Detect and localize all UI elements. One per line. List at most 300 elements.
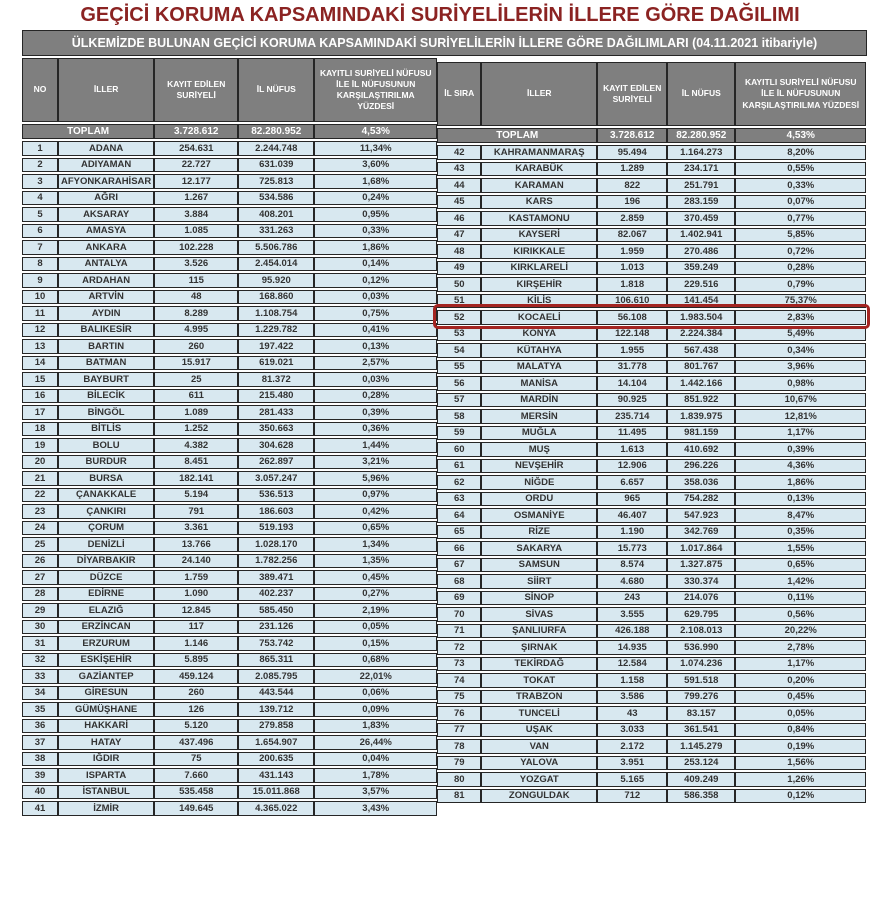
table-row (437, 706, 866, 721)
row-no: 20 (22, 455, 58, 470)
registered-syrians: 426.188 (597, 624, 667, 639)
table-row (22, 306, 437, 321)
row-no: 77 (437, 723, 481, 738)
province-name: BATMAN (58, 356, 154, 371)
col-header-registered: KAYIT EDİLEN SURİYELİ (154, 58, 238, 122)
tables-area (22, 56, 867, 818)
percent-value: 5,96% (314, 471, 437, 486)
row-no: 10 (22, 290, 58, 305)
percent-value: 0,42% (314, 504, 437, 519)
row-no: 39 (22, 768, 58, 783)
province-population: 408.201 (238, 207, 314, 222)
percent-value: 0,05% (735, 706, 866, 721)
province-name: İZMİR (58, 801, 154, 816)
table-row (22, 257, 437, 272)
province-population: 270.486 (667, 244, 735, 259)
provinces-table-left (22, 56, 437, 818)
row-no: 13 (22, 339, 58, 354)
row-no: 81 (437, 789, 481, 804)
row-no: 42 (437, 145, 481, 160)
registered-syrians: 22.727 (154, 158, 238, 173)
table-row (22, 290, 437, 305)
province-population: 2.085.795 (238, 669, 314, 684)
province-name: BURDUR (58, 455, 154, 470)
province-population: 215.480 (238, 389, 314, 404)
province-population: 534.586 (238, 191, 314, 206)
table-row (22, 174, 437, 189)
row-no: 46 (437, 211, 481, 226)
registered-syrians: 5.895 (154, 653, 238, 668)
percent-value: 0,35% (735, 525, 866, 540)
row-no: 62 (437, 475, 481, 490)
percent-value: 1,44% (314, 438, 437, 453)
percent-value: 0,15% (314, 636, 437, 651)
registered-syrians: 1.090 (154, 587, 238, 602)
row-no: 71 (437, 624, 481, 639)
row-no: 50 (437, 277, 481, 292)
province-name: TRABZON (481, 690, 597, 705)
province-population: 83.157 (667, 706, 735, 721)
percent-value: 0,07% (735, 195, 866, 210)
registered-syrians: 1.289 (597, 162, 667, 177)
table-row (22, 768, 437, 783)
registered-syrians: 5.194 (154, 488, 238, 503)
province-name: BOLU (58, 438, 154, 453)
registered-syrians: 2.172 (597, 739, 667, 754)
table-row (437, 360, 866, 375)
row-no: 47 (437, 228, 481, 243)
table-row (22, 504, 437, 519)
table-row (22, 570, 437, 585)
row-no: 22 (22, 488, 58, 503)
registered-syrians: 1.613 (597, 442, 667, 457)
table-row (437, 657, 866, 672)
percent-value: 0,14% (314, 257, 437, 272)
row-no: 36 (22, 719, 58, 734)
table-row (437, 789, 866, 804)
province-population: 168.860 (238, 290, 314, 305)
registered-syrians: 1.089 (154, 405, 238, 420)
province-name: ANTALYA (58, 257, 154, 272)
percent-value: 1,78% (314, 768, 437, 783)
province-population: 1.074.236 (667, 657, 735, 672)
province-name: ARTVİN (58, 290, 154, 305)
province-population: 359.249 (667, 261, 735, 276)
row-no: 68 (437, 574, 481, 589)
percent-value: 10,67% (735, 393, 866, 408)
province-name: KARS (481, 195, 597, 210)
table-row (22, 702, 437, 717)
table-row (22, 587, 437, 602)
registered-syrians: 122.148 (597, 327, 667, 342)
province-population: 281.433 (238, 405, 314, 420)
provinces-table-right (437, 60, 866, 805)
table-row (22, 356, 437, 371)
row-no: 69 (437, 591, 481, 606)
province-name: IĞDIR (58, 752, 154, 767)
percent-value: 0,28% (314, 389, 437, 404)
percent-value: 0,33% (314, 224, 437, 239)
registered-syrians: 822 (597, 178, 667, 193)
percent-value: 8,47% (735, 508, 866, 523)
registered-syrians: 1.818 (597, 277, 667, 292)
province-population: 229.516 (667, 277, 735, 292)
percent-value: 3,96% (735, 360, 866, 375)
col-header-province: İLLER (481, 62, 597, 126)
province-name: KAYSERİ (481, 228, 597, 243)
province-population: 2.224.384 (667, 327, 735, 342)
registered-syrians: 235.714 (597, 409, 667, 424)
col-header-population: İL NÜFUS (667, 62, 735, 126)
province-population: 536.990 (667, 640, 735, 655)
table-row (437, 624, 866, 639)
row-no: 65 (437, 525, 481, 540)
province-name: ÇANKIRI (58, 504, 154, 519)
percent-value: 0,45% (314, 570, 437, 585)
registered-syrians: 1.158 (597, 673, 667, 688)
table-row (22, 636, 437, 651)
percent-value: 1,34% (314, 537, 437, 552)
registered-syrians: 24.140 (154, 554, 238, 569)
row-no: 30 (22, 620, 58, 635)
percent-value: 20,22% (735, 624, 866, 639)
col-header-province: İLLER (58, 58, 154, 122)
registered-syrians: 1.955 (597, 343, 667, 358)
row-no: 16 (22, 389, 58, 404)
registered-syrians: 1.267 (154, 191, 238, 206)
province-population: 330.374 (667, 574, 735, 589)
row-no: 17 (22, 405, 58, 420)
row-no: 9 (22, 273, 58, 288)
province-population: 2.108.013 (667, 624, 735, 639)
province-population: 4.365.022 (238, 801, 314, 816)
province-population: 409.249 (667, 772, 735, 787)
province-population: 1.782.256 (238, 554, 314, 569)
registered-syrians: 95.494 (597, 145, 667, 160)
province-name: ELAZIĞ (58, 603, 154, 618)
table-row (22, 735, 437, 750)
table-row (437, 739, 866, 754)
row-no: 52 (437, 310, 481, 325)
table-row (22, 537, 437, 552)
percent-value: 0,77% (735, 211, 866, 226)
table-row (22, 471, 437, 486)
province-population: 410.692 (667, 442, 735, 457)
province-population: 231.126 (238, 620, 314, 635)
registered-syrians: 459.124 (154, 669, 238, 684)
province-name: MANİSA (481, 376, 597, 391)
table-row (437, 294, 866, 309)
percent-value: 0,24% (314, 191, 437, 206)
percent-value: 1,86% (314, 240, 437, 255)
total-label: TOPLAM (22, 124, 154, 139)
registered-syrians: 14.935 (597, 640, 667, 655)
province-name: ÇORUM (58, 521, 154, 536)
row-no: 78 (437, 739, 481, 754)
percent-value: 0,12% (735, 789, 866, 804)
province-name: KİLİS (481, 294, 597, 309)
registered-syrians: 12.845 (154, 603, 238, 618)
province-name: GİRESUN (58, 686, 154, 701)
province-name: SİNOP (481, 591, 597, 606)
percent-value: 0,11% (735, 591, 866, 606)
province-population: 95.920 (238, 273, 314, 288)
col-header-no: NO (22, 58, 58, 122)
row-no: 61 (437, 459, 481, 474)
registered-syrians: 965 (597, 492, 667, 507)
table-row (437, 591, 866, 606)
table-row (437, 558, 866, 573)
registered-syrians: 7.660 (154, 768, 238, 783)
row-no: 1 (22, 141, 58, 156)
province-name: HATAY (58, 735, 154, 750)
percent-value: 0,33% (735, 178, 866, 193)
province-name: MALATYA (481, 360, 597, 375)
province-population: 197.422 (238, 339, 314, 354)
percent-value: 8,20% (735, 145, 866, 160)
table-row (437, 145, 866, 160)
registered-syrians: 25 (154, 372, 238, 387)
province-population: 262.897 (238, 455, 314, 470)
province-name: BURSA (58, 471, 154, 486)
province-name: İSTANBUL (58, 785, 154, 800)
registered-syrians: 4.382 (154, 438, 238, 453)
province-population: 358.036 (667, 475, 735, 490)
province-population: 631.039 (238, 158, 314, 173)
percent-value: 0,09% (314, 702, 437, 717)
province-name: BİTLİS (58, 422, 154, 437)
registered-syrians: 115 (154, 273, 238, 288)
total-population: 82.280.952 (667, 128, 735, 143)
province-name: KIRŞEHİR (481, 277, 597, 292)
right-table-wrap (437, 60, 866, 805)
percent-value: 0,20% (735, 673, 866, 688)
table-row (437, 508, 866, 523)
table-row (22, 669, 437, 684)
percent-value: 0,27% (314, 587, 437, 602)
province-name: ERZİNCAN (58, 620, 154, 635)
province-population: 5.506.786 (238, 240, 314, 255)
row-no: 76 (437, 706, 481, 721)
province-name: KIRIKKALE (481, 244, 597, 259)
row-no: 34 (22, 686, 58, 701)
row-no: 79 (437, 756, 481, 771)
table-row (437, 376, 866, 391)
total-population: 82.280.952 (238, 124, 314, 139)
province-name: ISPARTA (58, 768, 154, 783)
province-population: 1.229.782 (238, 323, 314, 338)
table-row (22, 207, 437, 222)
province-population: 1.442.166 (667, 376, 735, 391)
province-population: 1.028.170 (238, 537, 314, 552)
row-no: 21 (22, 471, 58, 486)
province-name: BAYBURT (58, 372, 154, 387)
registered-syrians: 260 (154, 339, 238, 354)
province-population: 1.108.754 (238, 306, 314, 321)
province-population: 253.124 (667, 756, 735, 771)
table-row (437, 327, 866, 342)
table-row (22, 323, 437, 338)
registered-syrians: 11.495 (597, 426, 667, 441)
row-no: 48 (437, 244, 481, 259)
province-name: AMASYA (58, 224, 154, 239)
percent-value: 1,17% (735, 657, 866, 672)
row-no: 58 (437, 409, 481, 424)
table-row (437, 310, 866, 325)
registered-syrians: 3.884 (154, 207, 238, 222)
province-population: 304.628 (238, 438, 314, 453)
row-no: 23 (22, 504, 58, 519)
province-name: KAHRAMANMARAŞ (481, 145, 597, 160)
province-population: 585.450 (238, 603, 314, 618)
province-name: GAZİANTEP (58, 669, 154, 684)
province-population: 567.438 (667, 343, 735, 358)
table-row (437, 475, 866, 490)
table-row (22, 438, 437, 453)
row-no: 28 (22, 587, 58, 602)
registered-syrians: 3.033 (597, 723, 667, 738)
province-population: 851.922 (667, 393, 735, 408)
col-header-population: İL NÜFUS (238, 58, 314, 122)
row-no: 15 (22, 372, 58, 387)
registered-syrians: 260 (154, 686, 238, 701)
percent-value: 0,39% (314, 405, 437, 420)
registered-syrians: 182.141 (154, 471, 238, 486)
percent-value: 1,83% (314, 719, 437, 734)
row-no: 63 (437, 492, 481, 507)
table-row (437, 426, 866, 441)
registered-syrians: 12.584 (597, 657, 667, 672)
province-population: 1.017.864 (667, 541, 735, 556)
province-name: BARTIN (58, 339, 154, 354)
registered-syrians: 1.759 (154, 570, 238, 585)
province-population: 1.145.279 (667, 739, 735, 754)
province-name: TEKİRDAĞ (481, 657, 597, 672)
registered-syrians: 1.146 (154, 636, 238, 651)
left-table-wrap (22, 56, 437, 818)
province-population: 1.654.907 (238, 735, 314, 750)
table-row (22, 422, 437, 437)
province-name: KARABÜK (481, 162, 597, 177)
province-name: ORDU (481, 492, 597, 507)
row-no: 43 (437, 162, 481, 177)
percent-value: 12,81% (735, 409, 866, 424)
table-row (22, 488, 437, 503)
table-row (437, 261, 866, 276)
province-population: 753.742 (238, 636, 314, 651)
province-population: 234.171 (667, 162, 735, 177)
table-row (437, 673, 866, 688)
row-no: 37 (22, 735, 58, 750)
province-population: 279.858 (238, 719, 314, 734)
row-no: 2 (22, 158, 58, 173)
province-population: 331.263 (238, 224, 314, 239)
percent-value: 1,55% (735, 541, 866, 556)
percent-value: 2,83% (735, 310, 866, 325)
province-population: 754.282 (667, 492, 735, 507)
province-name: VAN (481, 739, 597, 754)
province-population: 342.769 (667, 525, 735, 540)
table-row (437, 277, 866, 292)
table-row (22, 653, 437, 668)
percent-value: 0,12% (314, 273, 437, 288)
total-row (22, 124, 437, 139)
registered-syrians: 1.085 (154, 224, 238, 239)
registered-syrians: 15.917 (154, 356, 238, 371)
province-name: ANKARA (58, 240, 154, 255)
percent-value: 0,65% (735, 558, 866, 573)
percent-value: 0,75% (314, 306, 437, 321)
province-name: AYDIN (58, 306, 154, 321)
province-name: OSMANİYE (481, 508, 597, 523)
percent-value: 0,39% (735, 442, 866, 457)
table-row (437, 195, 866, 210)
province-name: MERSİN (481, 409, 597, 424)
registered-syrians: 5.165 (597, 772, 667, 787)
percent-value: 0,55% (735, 162, 866, 177)
province-name: AKSARAY (58, 207, 154, 222)
percent-value: 3,57% (314, 785, 437, 800)
province-population: 629.795 (667, 607, 735, 622)
percent-value: 0,72% (735, 244, 866, 259)
percent-value: 0,04% (314, 752, 437, 767)
registered-syrians: 56.108 (597, 310, 667, 325)
registered-syrians: 31.778 (597, 360, 667, 375)
province-name: KIRKLARELİ (481, 261, 597, 276)
province-population: 3.057.247 (238, 471, 314, 486)
row-no: 29 (22, 603, 58, 618)
percent-value: 3,60% (314, 158, 437, 173)
province-name: DİYARBAKIR (58, 554, 154, 569)
registered-syrians: 1.252 (154, 422, 238, 437)
percent-value: 0,03% (314, 290, 437, 305)
province-population: 725.813 (238, 174, 314, 189)
row-no: 14 (22, 356, 58, 371)
table-row (437, 211, 866, 226)
province-population: 200.635 (238, 752, 314, 767)
registered-syrians: 12.906 (597, 459, 667, 474)
table-row (437, 178, 866, 193)
province-name: TOKAT (481, 673, 597, 688)
province-name: BALIKESİR (58, 323, 154, 338)
province-name: EDİRNE (58, 587, 154, 602)
province-population: 547.923 (667, 508, 735, 523)
row-no: 27 (22, 570, 58, 585)
table-subtitle-bar: ÜLKEMİZDE BULUNAN GEÇİCİ KORUMA KAPSAMINDAKİ SURİYELİLERİN İLLERE GÖRE DAĞILIMLARI (04.11.2021 itibariyle) (22, 30, 867, 56)
percent-value: 0,84% (735, 723, 866, 738)
province-name: SİVAS (481, 607, 597, 622)
percent-value: 0,19% (735, 739, 866, 754)
row-no: 18 (22, 422, 58, 437)
table-row (437, 607, 866, 622)
province-name: YALOVA (481, 756, 597, 771)
percent-value: 4,36% (735, 459, 866, 474)
row-no: 19 (22, 438, 58, 453)
table-row (22, 339, 437, 354)
col-header-rank: İL SIRA (437, 62, 481, 126)
row-no: 6 (22, 224, 58, 239)
percent-value: 0,36% (314, 422, 437, 437)
table-row (437, 162, 866, 177)
percent-value: 0,98% (735, 376, 866, 391)
province-name: UŞAK (481, 723, 597, 738)
row-no: 4 (22, 191, 58, 206)
province-name: DENİZLİ (58, 537, 154, 552)
table-row (437, 343, 866, 358)
header-row (437, 62, 866, 126)
province-name: KASTAMONU (481, 211, 597, 226)
row-no: 12 (22, 323, 58, 338)
